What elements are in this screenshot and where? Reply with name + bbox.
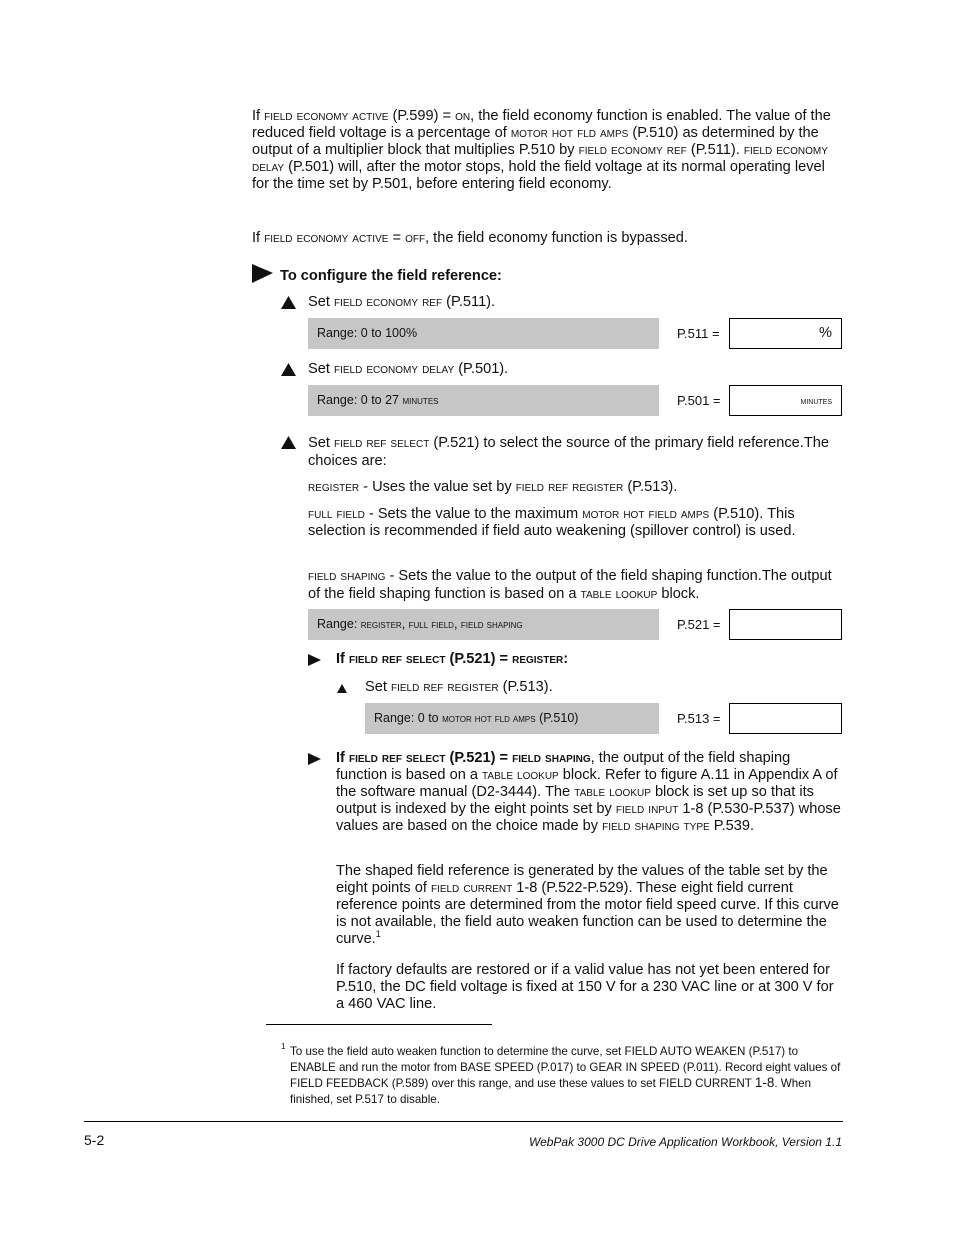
param-label: P.521 = bbox=[677, 617, 721, 632]
condition-arrow-icon bbox=[308, 654, 322, 666]
choice-register: register - Uses the value set by field ref register (P.513). bbox=[308, 479, 678, 495]
param-label: P.501 = bbox=[677, 393, 721, 408]
condition-field-shaping: If field ref select (P.521) = field shaping, the output of the field shaping function is based on a table lookup block. Refer to figure A.11 in Appendix A of the software manual (D2-3444). The table lookup block is set up so that its output is indexed by the eight points set by field input 1-8 (P.530-P.537) whose values are based on the choice made by field shaping type P.539. bbox=[336, 750, 841, 834]
condition-register: If field ref select (P.521) = register: bbox=[336, 651, 569, 667]
choice-field-shaping: field shaping - Sets the value to the output of the field shaping function.The output of the field shaping function is based on a table lookup block. bbox=[308, 568, 832, 602]
param-label: P.513 = bbox=[677, 711, 721, 726]
step-triangle-icon bbox=[281, 363, 296, 376]
step-triangle-small-icon bbox=[337, 684, 347, 693]
range-box: Range: 0 to motor hot fld amps (P.510) bbox=[365, 703, 659, 734]
footnote-mark: 1 bbox=[281, 1042, 286, 1051]
shaped-reference-paragraph: The shaped field reference is generated by the values of the table set by the eight points of field current 1-8 (P.522-P.529). These eight field current reference points are determined from the motor field speed curve. If this curve is not available, the field auto weaken function can be used to determine the curve.$^1$ bbox=[336, 863, 839, 947]
percent-unit: % bbox=[819, 325, 832, 341]
footer-rule bbox=[84, 1121, 843, 1122]
range-box: Range: 0 to 27 minutes bbox=[308, 385, 659, 416]
footnote-divider bbox=[266, 1024, 492, 1025]
choice-full-field: full field - Sets the value to the maximum motor hot field amps (P.510). This selection is recommended if field auto weakening (spillover control) is used. bbox=[308, 506, 796, 539]
step-set-field-ref-register: Set field ref register (P.513). bbox=[365, 679, 553, 695]
footer-title: WebPak 3000 DC Drive Application Workbook, Version 1.1 bbox=[528, 1135, 842, 1149]
procedure-arrow-icon bbox=[252, 264, 274, 284]
step-set-field-ref-select: Set field ref select (P.521) to select the source of the primary field reference.The choices are: bbox=[308, 435, 829, 469]
p511-entry-field[interactable] bbox=[729, 318, 842, 349]
range-box: Range: register, full field, field shaping bbox=[308, 609, 659, 640]
param-label: P.511 = bbox=[677, 326, 720, 341]
factory-defaults-paragraph: If factory defaults are restored or if a valid value has not yet been entered for P.510, the DC field voltage is fixed at 150 V for a 230 VAC line or at 300 V for a 460 VAC line. bbox=[336, 962, 834, 1012]
minutes-unit: minutes bbox=[800, 396, 832, 407]
intro-paragraph: If field economy active (P.599) = on, the field economy function is enabled. The value of the reduced field voltage is a percentage of motor hot fld amps (P.510) as determined by the output of a multiplier block that multiplies P.510 by field economy ref (P.511). field economy delay (P.501) will, after the motor stops, hold the field voltage at its normal operating level for the time set by P.501, before entering field economy. bbox=[252, 108, 831, 192]
step-set-field-economy-delay: Set field economy delay (P.501). bbox=[308, 361, 509, 377]
p521-entry-field[interactable] bbox=[729, 609, 842, 640]
p513-entry-field[interactable] bbox=[729, 703, 842, 734]
step-set-field-economy-ref: Set field economy ref (P.511). bbox=[308, 294, 496, 310]
footnote-ref: 1 bbox=[375, 929, 381, 940]
page-number: 5-2 bbox=[84, 1132, 105, 1148]
condition-arrow-icon bbox=[308, 753, 322, 765]
step-triangle-icon bbox=[281, 296, 296, 309]
bypass-paragraph: If field economy active = off, the field economy function is bypassed. bbox=[252, 230, 688, 246]
footnote-text: To use the field auto weaken function to determine the curve, set FIELD AUTO WEAKEN (P.517) to ENABLE and run the motor from BASE SPEED (P.017) to GEAR IN SPEED (P.011). Record eight values of FIELD FEEDBACK (P.589) over this range, and use these values to set FIELD CURRENT 1-8. When finished, set P.517 to disable. bbox=[290, 1045, 841, 1106]
range-box: Range: 0 to 100% bbox=[308, 318, 659, 349]
procedure-heading: To configure the field reference: bbox=[280, 268, 502, 284]
p501-entry-field[interactable] bbox=[729, 385, 842, 416]
step-triangle-icon bbox=[281, 436, 296, 449]
